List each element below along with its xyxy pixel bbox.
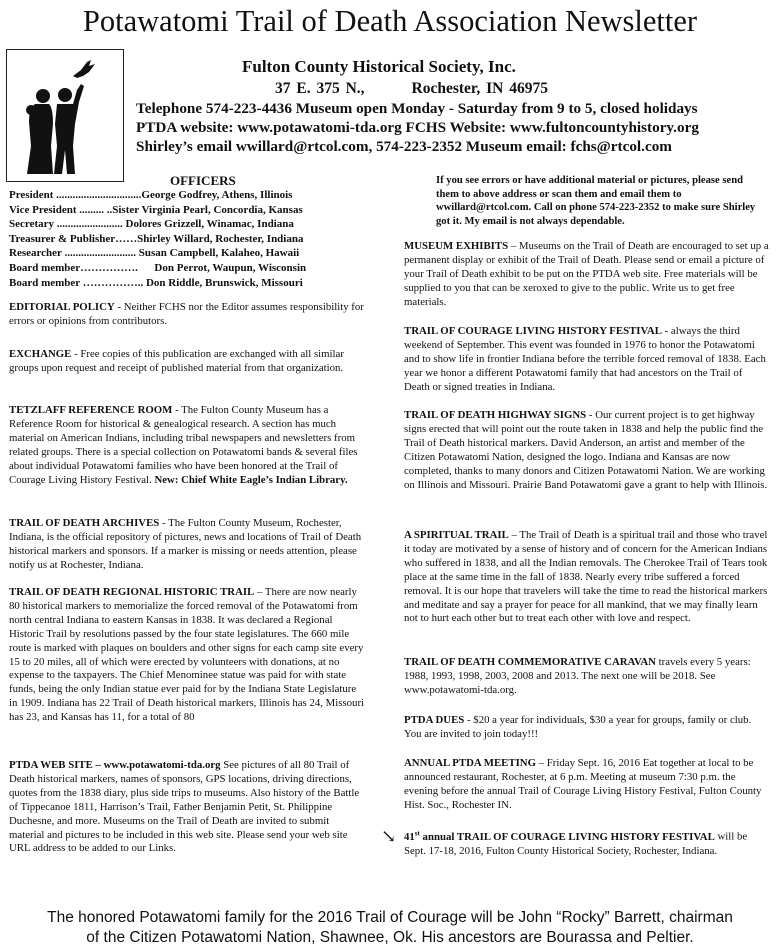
society-name: Fulton County Historical Society, Inc. — [242, 57, 516, 76]
officer-vice-president: Vice President ......... ..Sister Virginia Pearl, Concordia, Kansas — [9, 203, 303, 216]
annual-meeting: ANNUAL PTDA MEETING – Friday Sept. 16, 2016 Eat together at local to be announced restaurant, Rochester, at 6 p.m. Meeting at museum 7:30 p.m. the evening before the annual Trail of Courage Living History Festival, Fulton County Hist. Soc., Rochester IN. — [404, 757, 762, 811]
highway-signs: TRAIL OF DEATH HIGHWAY SIGNS - Our current project is to get highway signs erected that will point out the route taken in 1838 and help the public find the Trail of Death historical markers. David Anderson, an artist and member of the Citizen Potawatomi Nation, designed the logo. Indiana and Kansas are now completed, thanks to many donors and Citizen Potawatomi Nation. We are working on Illinois and Missouri. Prairie Band Potawatomi gave a grant to help with Illinois. — [404, 409, 768, 491]
spiritual-trail: A SPIRITUAL TRAIL – The Trail of Death is a spiritual trail and those who travel it today are motivated by a sense of history and of concern for the American Indians who suffered in 1838, and all the Indian removals. The Cherokee Trail of Tears took place at the same time in the fall of 1838. Nearly every tribe suffered a forced removal. It is our hope that travelers will take the time to read the historical markers and meditate and say a prayer for peace for all mankind, that we may finally learn not to hurt each other but to treat each other with love and respect. — [404, 529, 768, 625]
officers-title: OFFICERS — [170, 173, 236, 188]
newsletter-title: Potawatomi Trail of Death Association Newsletter — [82, 4, 698, 38]
regional-historic-trail: TRAIL OF DEATH REGIONAL HISTORIC TRAIL – There are now nearly 80 historical markers to memorialize the forced removal of the Potawatomi from north central Indiana to eastern Kansas in 1838. It was declared a Regional Historic Trail by resolutions passed by the four state legislatures. The 660 mile route is marked with plaques on boulders and other signs for each camp site every 15 to 20 miles, all of which were erected by volunteers with donations, at no expense to the taxpayers. The Chief Menominee statue was paid for with state funds, being the only Indian statue ever paid for by the Indiana State Legislature in 1909. Indiana has 22 Trail of Death historical markers, Illinois has 24, Missouri has 23, and Kansas has 11, for a total of 80 — [9, 586, 365, 724]
officer-treasurer: Treasurer & Publisher……Shirley Willard, Rochester, Indiana — [9, 232, 304, 245]
websites: PTDA website: www.potawatomi-tda.org FCHS Website: www.fultoncountyhistory.org — [136, 119, 699, 136]
editorial-policy: EDITORIAL POLICY - Neither FCHS nor the Editor assumes responsibility for errors or opinions from contributors. — [9, 301, 364, 327]
tetzlaff-reference-room: TETZLAFF REFERENCE ROOM - The Fulton County Museum has a Reference Room for historical & genealogical research. A section has much material on American Indians, including tribal newspapers and newsletters from related groups. There is a special collection on Potawatomi bands & several files about individual Potawatomi families who have been honored at the Trail of Courage Living History Festival. New: Chief White Eagle’s Indian Library. — [9, 404, 358, 486]
festival-date: 41st annual TRAIL OF COURAGE LIVING HISTORY FESTIVAL will be Sept. 17-18, 2016, Fulton County Historical Society, Rochester, Indiana. — [404, 829, 748, 857]
new-library-note: New: Chief White Eagle’s Indian Library. — [154, 473, 348, 486]
ptda-web-site: PTDA WEB SITE – www.potawatomi-tda.org See pictures of all 80 Trail of Death historical markers, names of sponsors, GPS locations, driving directions, quotes from the 1838 diary, plus side trips to museums. Also history of the Battle of Tippecanoe 1811, Harrison’s Trail, Father Benjamin Petit, St. Philippine Duchesne, and more. Museums on the Trail of Death are invited to submit material and pictures to be included in this web site. Please send your web site URL address to be added to our Links. — [9, 759, 360, 855]
officer-secretary: Secretary ........................ Dolores Grizzell, Winamac, Indiana — [9, 218, 294, 231]
officer-board-member: Board member……………. Don Perrot, Waupun, Wisconsin — [9, 261, 307, 274]
emails: Shirley’s email wwillard@rtcol.com, 574-223-2352 Museum email: fchs@rtcol.com — [136, 138, 672, 155]
submissions-note: If you see errors or have additional material or pictures, please send them to above address or scan them and email them to wwillard@rtcol.com. Call on phone 574-223-2352 to make sure Shirley got it. My email is not always dependable. — [436, 175, 756, 228]
museum-exhibits: MUSEUM EXHIBITS – Museums on the Trail of Death are encouraged to set up a permanent display or exhibit of the Trail of Death. Please send or email a picture of your Trail of Death exhibit to be put on the PTDA web site. Free materials will be supplied to you that can be xeroxed to give to the public. Write us to get free materials. — [404, 240, 769, 308]
trail-of-courage-festival: TRAIL OF COURAGE LIVING HISTORY FESTIVAL - always the third weekend of September. This event was founded in 1976 to honor the Potawatomi and to show life in frontier Indiana before the terrible forced removal of 1838. Each year we honor a different Potawatomi family that had ancestors on the Trail of Death or signed treaties in Indiana. — [404, 325, 766, 393]
officers-list — [9, 188, 349, 290]
footer-line: of the Citizen Potawatomi Nation, Shawnee, Ok. His ancestors are Bourassa and Peltier. — [86, 929, 694, 946]
officer-researcher: Researcher .......................... Susan Campbell, Kalaheo, Hawaii — [9, 247, 300, 260]
silhouette-logo-icon — [7, 50, 123, 181]
commemorative-caravan: TRAIL OF DEATH COMMEMORATIVE CARAVAN travels every 5 years: 1988, 1993, 1998, 2003, 2008 and 2013. The next one will be 2018. See www.potawatomi-tda.org. — [404, 656, 751, 696]
trail-of-death-archives: TRAIL OF DEATH ARCHIVES - The Fulton County Museum, Rochester, Indiana, is the official repository of pictures, news and locations of Trail of Death historical markers and sponsors. If a marker is missing or needs attention, please notify us at Rochester, Indiana. — [9, 517, 362, 571]
arrow-icon: ↘ — [381, 826, 397, 846]
officer-board-member: Board member …………….. Don Riddle, Brunswick, Missouri — [9, 276, 303, 289]
society-address: 37 E. 375 N., Rochester, IN 46975 — [275, 80, 548, 97]
telephone-hours: Telephone 574-223-4436 Museum open Monday - Saturday from 9 to 5, closed holidays — [136, 100, 698, 117]
officer-president: President ...............................George Godfrey, Athens, Illinois — [9, 189, 293, 201]
exchange: EXCHANGE - Free copies of this publication are exchanged with all similar groups upon request and receipt of published material from that organization. — [9, 348, 344, 374]
ptda-dues: PTDA DUES - $20 a year for individuals, $30 a year for groups, family or club. You are invited to join today!!! — [404, 714, 752, 740]
footer-line: The honored Potawatomi family for the 2016 Trail of Courage will be John “Rocky” Barrett, chairman — [47, 909, 733, 926]
honored-family-footer — [0, 908, 780, 948]
association-logo — [6, 49, 124, 182]
